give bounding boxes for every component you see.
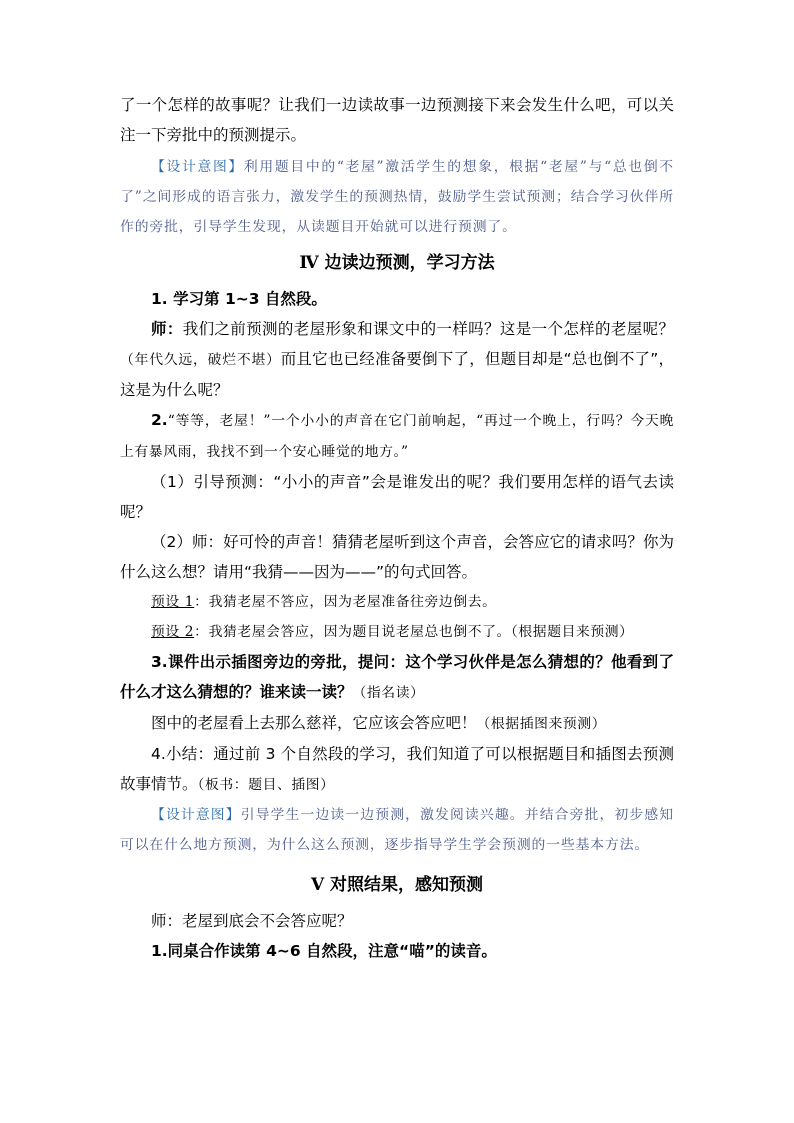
preset-2 <box>120 617 674 647</box>
preset-2-label: 预设 2 <box>151 624 195 640</box>
s4-sub-2: （2）师：好可怜的声音！猜猜老屋听到这个声音，会答应它的请求吗？你为什么这么想？请用“我猜——因为——”的句式回答。 <box>120 533 674 581</box>
design-intent-2 <box>120 800 674 860</box>
item-4-text: 4.小结：通过前 3 个自然段的学习，我们知道了可以根据题目和插图去预测故事情节。 <box>120 745 674 793</box>
s5-teacher-line: 师：老屋到底会不会答应呢？ <box>151 912 353 930</box>
intro-paragraph: 了一个怎样的故事呢？让我们一边读故事一边预测接下来会发生什么吧，可以关注一下旁批中的预测提示。 <box>120 96 674 144</box>
design-intent-1 <box>120 152 674 242</box>
s5-item-1: 1.同桌合作读第 4~6 自然段，注意“喵”的读音。 <box>151 942 497 960</box>
teacher-rest: 而且它也已经准备要倒下了，但题目却是“总也倒不了”，这是为什么呢？ <box>120 350 675 399</box>
section-4-heading: Ⅳ 边读边预测，学习方法 <box>299 253 495 273</box>
item-3-line-text: 图中的老屋看上去那么慈祥，它应该会答应吧！ <box>151 714 477 732</box>
s4-item-2 <box>120 405 674 467</box>
item-4-note: （板书：题目、插图） <box>197 777 335 793</box>
document-page <box>120 90 674 966</box>
preset-2-text: ：我猜老屋会答应，因为题目说老屋总也倒不了。（根据题目来预测） <box>194 624 634 640</box>
teacher-note: （年代久远，破烂不堪） <box>120 352 281 368</box>
item-3-line-note: （根据插图来预测） <box>476 716 607 732</box>
s4-item-3 <box>120 647 674 708</box>
s4-item-4 <box>120 739 674 800</box>
item-3-text: 3.课件出示插图旁边的旁批，提问：这个学习伙伴是怎么猜想的？他看到了什么才这么猜想的？谁来读一读？ <box>120 653 674 701</box>
item-2-number: 2. <box>151 411 168 429</box>
design-intent-2-text: 引导学生一边读一边预测，激发阅读兴趣。并结合旁批，初步感知可以在什么地方预测，为什么这么预测，逐步指导学生学会预测的一些基本方法。 <box>120 807 674 853</box>
preset-1-label: 预设 1 <box>151 594 195 610</box>
item-2-quote: “等等，老屋！”一个小小的声音在它门前响起，“再过一个晚上，行吗？今天晚上有暴风雨，我找不到一个安心睡觉的地方。” <box>120 413 674 460</box>
s4-item-1: 1. 学习第 1~3 自然段。 <box>151 290 327 308</box>
item-3-note: （指名读） <box>352 685 425 701</box>
preset-1 <box>120 587 674 617</box>
section-5-heading: Ⅴ 对照结果，感知预测 <box>310 875 484 895</box>
s4-teacher-paragraph <box>120 314 674 405</box>
design-intent-text: 利用题目中的“老屋”激活学生的想象，根据“老屋”与“总也倒不了”之间形成的语言张力，激发学生的预测热情，鼓励学生尝试预测；结合学习伙伴所作的旁批，引导学生发现，从读题目开始就可以进行预测了。 <box>120 159 674 235</box>
teacher-label: 师： <box>151 320 183 338</box>
preset-1-text: ：我猜老屋不答应，因为老屋准备往旁边倒去。 <box>194 594 497 610</box>
teacher-text: 我们之前预测的老屋形象和课文中的一样吗？这是一个怎样的老屋呢？ <box>182 320 674 338</box>
design-intent-tag: 【设计意图】 <box>151 159 244 175</box>
design-intent-2-tag: 【设计意图】 <box>151 807 241 823</box>
s4-sub-1: （1）引导预测：“小小的声音”会是谁发出的呢？我们要用怎样的语气去读呢？ <box>120 473 674 521</box>
s4-item-3-line <box>120 708 674 739</box>
